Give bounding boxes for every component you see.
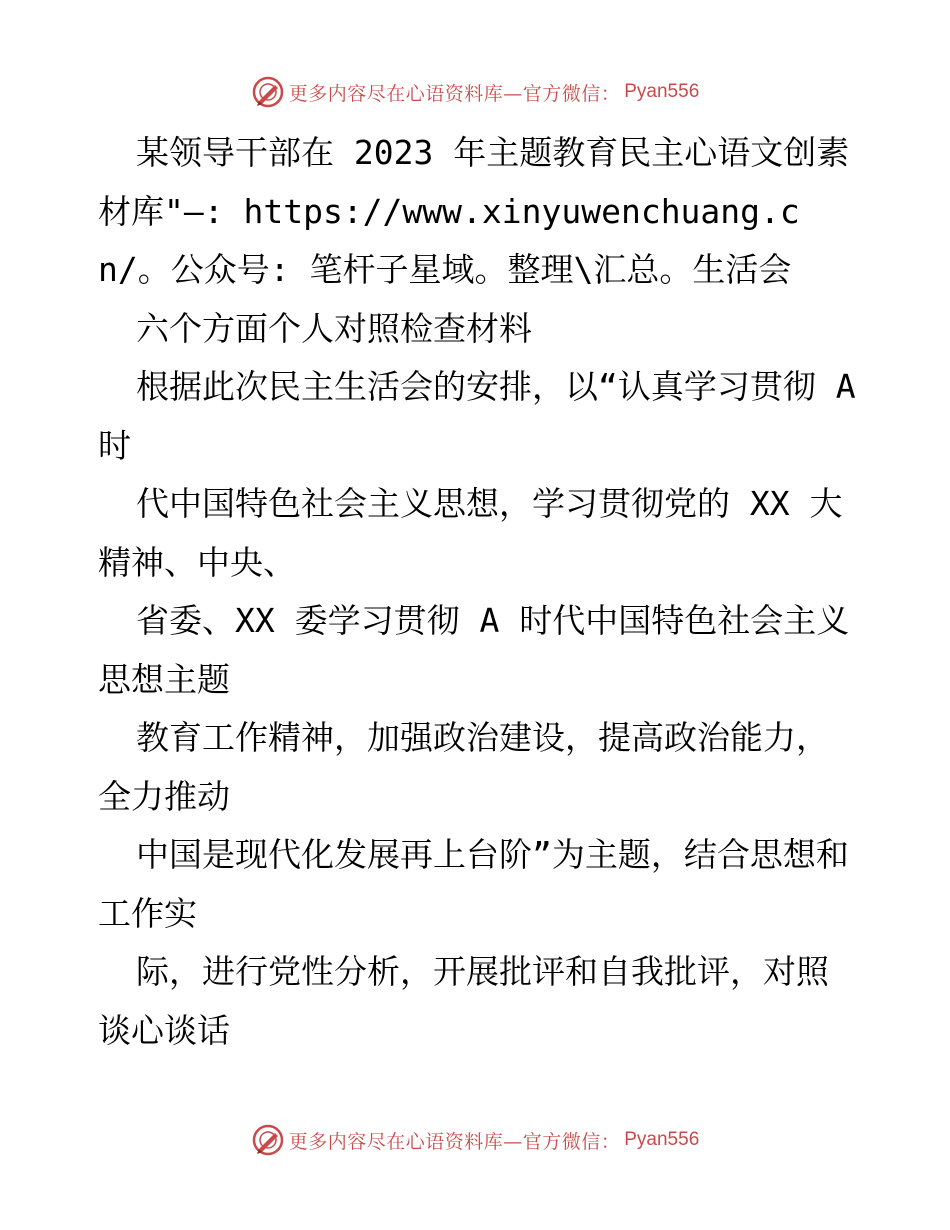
paragraph-line: 际，进行党性分析，开展批评和自我批评，对照谈心谈话 <box>98 952 829 1050</box>
header-watermark-banner <box>0 72 950 112</box>
paragraph-line: 中国是现代化发展再上台阶”为主题，结合思想和工作实 <box>98 835 849 933</box>
pen-logo-icon <box>251 1123 285 1157</box>
paragraph-intro: 某领导干部在 2023 年主题教育民主心语文创素材库"—: https://www.xinyuwenchuang.cn/。公众号: 笔杆子星域。整理\汇总。生活会 <box>98 133 850 289</box>
footer-contact-id: Pyan556 <box>624 1129 700 1150</box>
header-banner-text: 更多内容尽在心语资料库—官方微信： <box>288 82 621 105</box>
header-contact-id: Pyan556 <box>624 81 700 102</box>
paragraph-line: 代中国特色社会主义思想，学习贯彻党的 XX 大精神、中央、 <box>98 484 843 582</box>
paragraph-line: 教育工作精神，加强政治建设，提高政治能力，全力推动 <box>98 718 829 816</box>
document-body <box>98 124 858 1060</box>
pen-logo-icon <box>251 75 285 109</box>
paragraph-line: 省委、XX 委学习贯彻 A 时代中国特色社会主义思想主题 <box>98 601 850 699</box>
footer-watermark-banner <box>0 1120 950 1160</box>
footer-banner-text: 更多内容尽在心语资料库—官方微信： <box>288 1130 621 1153</box>
paragraph-title: 六个方面个人对照检查材料 <box>136 308 532 348</box>
paragraph-line: 根据此次民主生活会的安排，以“认真学习贯彻 A 时 <box>98 367 856 465</box>
